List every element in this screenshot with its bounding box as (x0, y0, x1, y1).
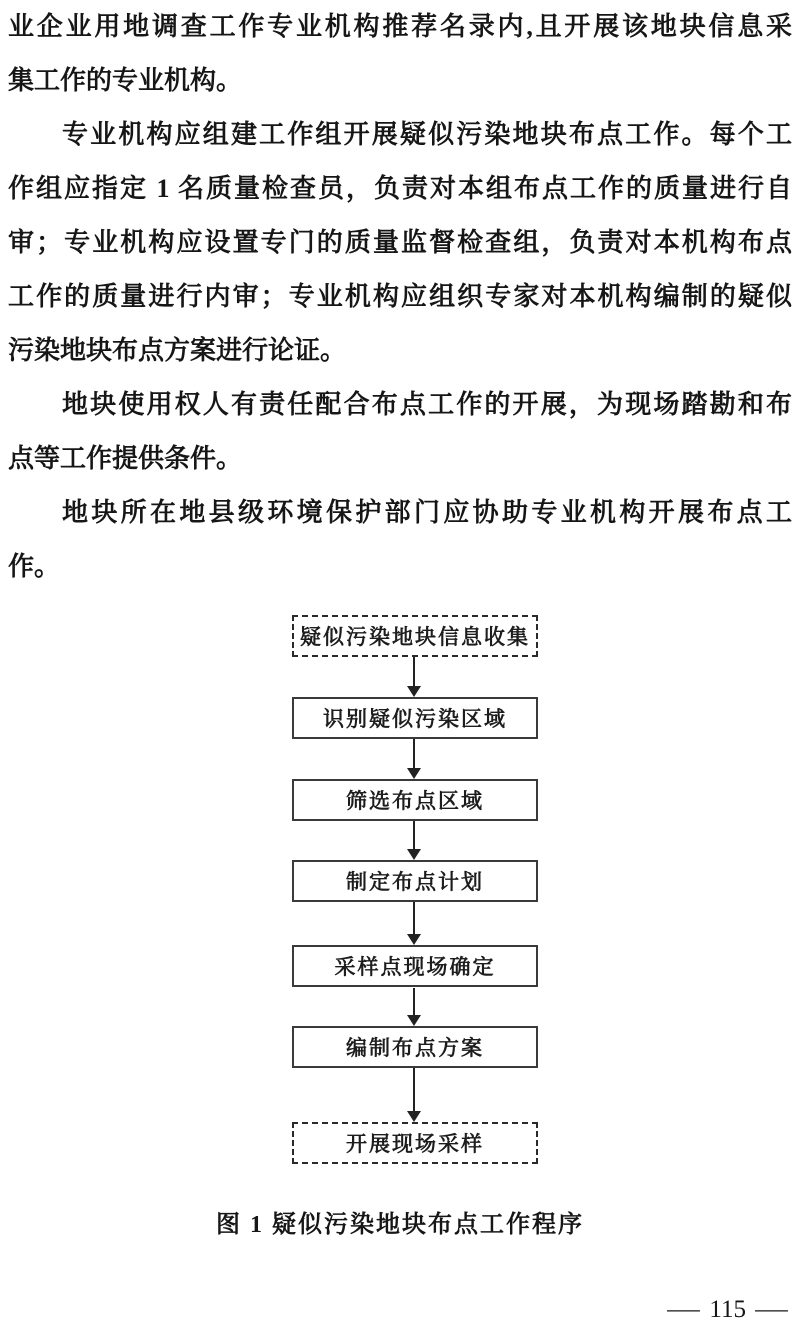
flow-node-field-sampling: 开展现场采样 (292, 1122, 538, 1164)
body-line: 业企业用地调查工作专业机构推荐名录内,且开展该地块信息采 (8, 12, 792, 41)
paragraph (8, 378, 792, 486)
figure-caption: 图 1 疑似污染地块布点工作程序 (216, 1212, 584, 1238)
paragraph (8, 108, 792, 378)
body-line: 专业机构应组建工作组开展疑似污染地块布点工作。每个工 (62, 120, 792, 149)
body-text (8, 0, 792, 594)
flow-arrow-down-icon (406, 902, 422, 945)
body-line: 地块所在地县级环境保护部门应协助专业机构开展布点工 (62, 498, 792, 527)
body-line: 地块使用权人有责任配合布点工作的开展，为现场踏勘和布 (62, 390, 792, 419)
flow-node-info-collection: 疑似污染地块信息收集 (292, 615, 538, 657)
body-line: 污染地块布点方案进行论证。 (8, 336, 347, 365)
flow-arrow-down-icon (406, 1068, 422, 1122)
body-line: 作。 (8, 552, 61, 581)
body-line: 审；专业机构应设置专门的质量监督检查组，负责对本机构布点 (8, 228, 792, 257)
paragraph (8, 0, 792, 108)
page-number-dash: — (755, 1296, 788, 1323)
flow-node-make-plan: 制定布点计划 (292, 860, 538, 902)
body-line: 作组应指定 1 名质量检查员，负责对本组布点工作的质量进行自 (8, 174, 792, 203)
page-number-dash: — (667, 1296, 701, 1323)
flow-arrow-down-icon (406, 821, 422, 860)
page-footer (667, 1296, 788, 1324)
flow-node-compile-scheme: 编制布点方案 (292, 1026, 538, 1068)
flow-node-confirm-points: 采样点现场确定 (292, 945, 538, 987)
paragraph (8, 486, 792, 594)
flow-arrow-down-icon (406, 739, 422, 779)
body-line: 点等工作提供条件。 (8, 444, 243, 473)
flow-arrow-down-icon (406, 657, 422, 697)
page-number: 115 (709, 1296, 746, 1323)
flow-node-identify-areas: 识别疑似污染区域 (292, 697, 538, 739)
flow-node-screen-areas: 筛选布点区域 (292, 779, 538, 821)
flow-arrow-down-icon (406, 988, 422, 1026)
body-line: 集工作的专业机构。 (8, 66, 243, 95)
body-line: 工作的质量进行内审；专业机构应组织专家对本机构编制的疑似 (8, 282, 792, 311)
